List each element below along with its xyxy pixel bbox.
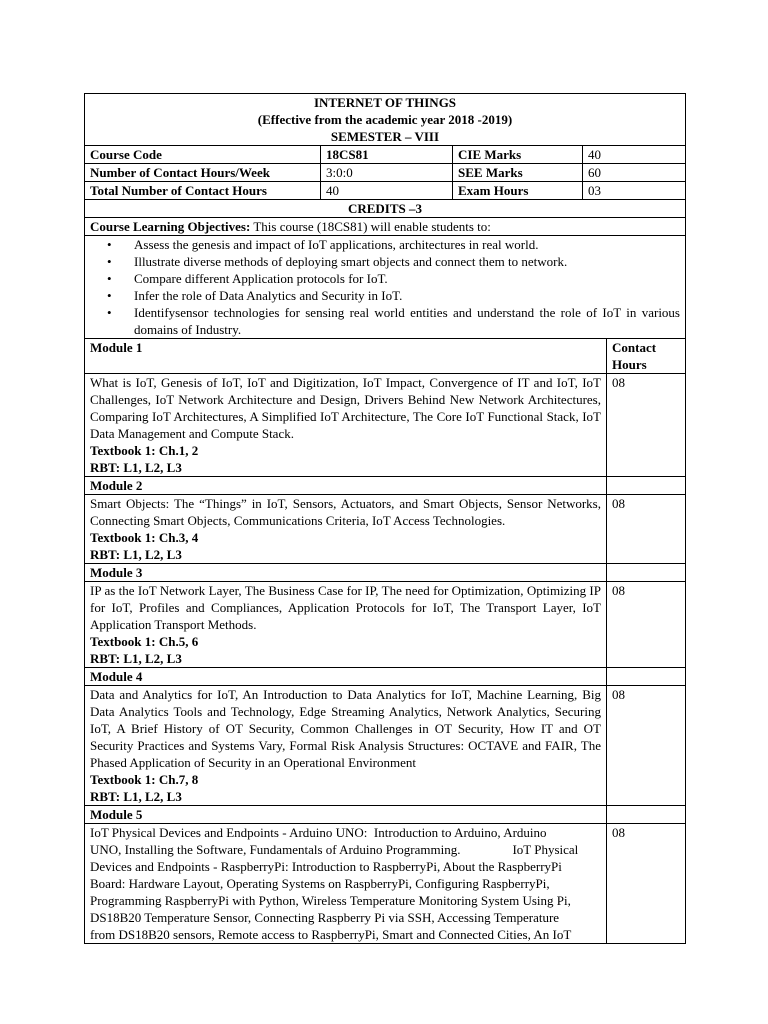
module-header-empty [607, 668, 686, 686]
module-content [85, 374, 607, 477]
module-topics: Smart Objects: The “Things” in IoT, Sensors, Actuators, and Smart Objects, Sensor Networks, Connecting Smart Objects, Communications Criteria, IoT Access Technologies. [90, 496, 601, 528]
module-textbook: Textbook 1: Ch.3, 4 [90, 530, 199, 545]
course-title: INTERNET OF THINGS [313, 95, 457, 110]
semester: SEMESTER – VIII [330, 129, 440, 144]
module-rbt: RBT: L1, L2, L3 [90, 460, 182, 475]
course-info-label2: Exam Hours [453, 182, 583, 200]
module-title: Module 2 [85, 477, 607, 495]
module-header-empty [607, 806, 686, 824]
course-info-label: Number of Contact Hours/Week [85, 164, 321, 182]
objectives-row [85, 236, 686, 339]
module-line: Programming RaspberryPi with Python, Wireless Temperature Monitoring System Using Pi, [90, 893, 571, 908]
course-info-value: 3:0:0 [321, 164, 453, 182]
course-info-label: Total Number of Contact Hours [85, 182, 321, 200]
course-info-row [85, 146, 686, 164]
objective-item: • Infer the role of Data Analytics and Security in IoT. [134, 287, 680, 304]
module-title: Module 4 [85, 668, 607, 686]
objective-item: • Identifysensor technologies for sensing real world entities and understand the role of IoT in various domains of Industry. [134, 304, 680, 338]
objectives-cell [85, 236, 686, 339]
module-content-row [85, 495, 686, 564]
module-hours: 08 [607, 686, 686, 806]
objectives-intro-text: This course (18CS81) will enable students to: [250, 219, 491, 234]
module-content-row [85, 686, 686, 806]
module-topics: IP as the IoT Network Layer, The Business Case for IP, The need for Optimization, Optimizing IP for IoT, Profiles and Compliances, Application Protocols for IoT, The Transport Layer, IoT Application Transport Methods. [90, 583, 601, 632]
module-content [85, 495, 607, 564]
course-info-row [85, 164, 686, 182]
module-content-row [85, 582, 686, 668]
module-textbook: Textbook 1: Ch.7, 8 [90, 772, 199, 787]
credits-row [85, 200, 686, 218]
module-content [85, 686, 607, 806]
module-line: from DS18B20 sensors, Remote access to RaspberryPi, Smart and Connected Cities, An IoT [90, 927, 572, 942]
module-header-row [85, 339, 686, 374]
module-content-row [85, 374, 686, 477]
module-header-row [85, 564, 686, 582]
module-textbook: Textbook 1: Ch.5, 6 [90, 634, 199, 649]
module-hours: 08 [607, 374, 686, 477]
objectives-intro [85, 218, 686, 236]
module-line: UNO, Installing the Software, Fundamentals of Arduino Programming. IoT Physical [90, 842, 579, 857]
title-row [85, 94, 686, 146]
course-info-value2: 03 [583, 182, 686, 200]
module-header-row [85, 806, 686, 824]
syllabus-table [84, 93, 686, 944]
module-header-row [85, 477, 686, 495]
objectives-heading: Course Learning Objectives: [90, 219, 251, 234]
module-content-row [85, 824, 686, 944]
module-hours: 08 [607, 582, 686, 668]
module-textbook: Textbook 1: Ch.1, 2 [90, 443, 199, 458]
course-info-value2: 40 [583, 146, 686, 164]
module-line: IoT Physical Devices and Endpoints - Arduino UNO: Introduction to Arduino, Arduino [90, 825, 547, 840]
module-title: Module 1 [85, 339, 607, 374]
objective-item: • Assess the genesis and impact of IoT applications, architectures in real world. [134, 236, 680, 253]
objective-item: • Illustrate diverse methods of deploying smart objects and connect them to network. [134, 253, 680, 270]
module-line: DS18B20 Temperature Sensor, Connecting Raspberry Pi via SSH, Accessing Temperature [90, 910, 560, 925]
module-header-empty [607, 477, 686, 495]
module-header-row [85, 668, 686, 686]
module-rbt: RBT: L1, L2, L3 [90, 651, 182, 666]
module-title: Module 3 [85, 564, 607, 582]
module-line: Board: Hardware Layout, Operating Systems on RaspberryPi, Configuring RaspberryPi, [90, 876, 550, 891]
course-header [85, 94, 686, 146]
course-info-label2: SEE Marks [453, 164, 583, 182]
module-line: Devices and Endpoints - RaspberryPi: Introduction to RaspberryPi, About the RaspberryPi [90, 859, 562, 874]
course-info-value: 18CS81 [321, 146, 453, 164]
course-info-label2: CIE Marks [453, 146, 583, 164]
course-info-value: 40 [321, 182, 453, 200]
module-content [85, 824, 607, 944]
effective-year: (Effective from the academic year 2018 -2019) [257, 112, 513, 127]
objectives-list [90, 236, 680, 338]
module-hours: 08 [607, 495, 686, 564]
module-header-empty [607, 564, 686, 582]
credits: CREDITS –3 [85, 200, 686, 218]
objective-item: • Compare different Application protocols for IoT. [134, 270, 680, 287]
module-rbt: RBT: L1, L2, L3 [90, 547, 182, 562]
course-info-row [85, 182, 686, 200]
module-content [85, 582, 607, 668]
objectives-heading-row [85, 218, 686, 236]
module-hours: 08 [607, 824, 686, 944]
contact-hours-header: Contact Hours [607, 339, 686, 374]
module-topics: Data and Analytics for IoT, An Introduction to Data Analytics for IoT, Machine Learning, Big Data Analytics Tools and Technology, Edge Streaming Analytics, Network Analytics, Securing IoT, A Brief History of OT Security, Common Challenges in OT Security, How IT and OT Security Practices and Systems Vary, Formal Risk Analysis Structures: OCTAVE and FAIR, The Phased Application of Security in an Operational Environment [90, 687, 601, 770]
course-info-value2: 60 [583, 164, 686, 182]
module-topics: What is IoT, Genesis of IoT, IoT and Digitization, IoT Impact, Convergence of IT and IoT, IoT Challenges, IoT Network Architecture and Design, Drivers Behind New Network Architectures, Comparing IoT Architectures, A Simplified IoT Architecture, The Core IoT Functional Stack, IoT Data Management and Compute Stack. [90, 375, 601, 441]
module-rbt: RBT: L1, L2, L3 [90, 789, 182, 804]
module-title: Module 5 [85, 806, 607, 824]
course-info-label: Course Code [85, 146, 321, 164]
